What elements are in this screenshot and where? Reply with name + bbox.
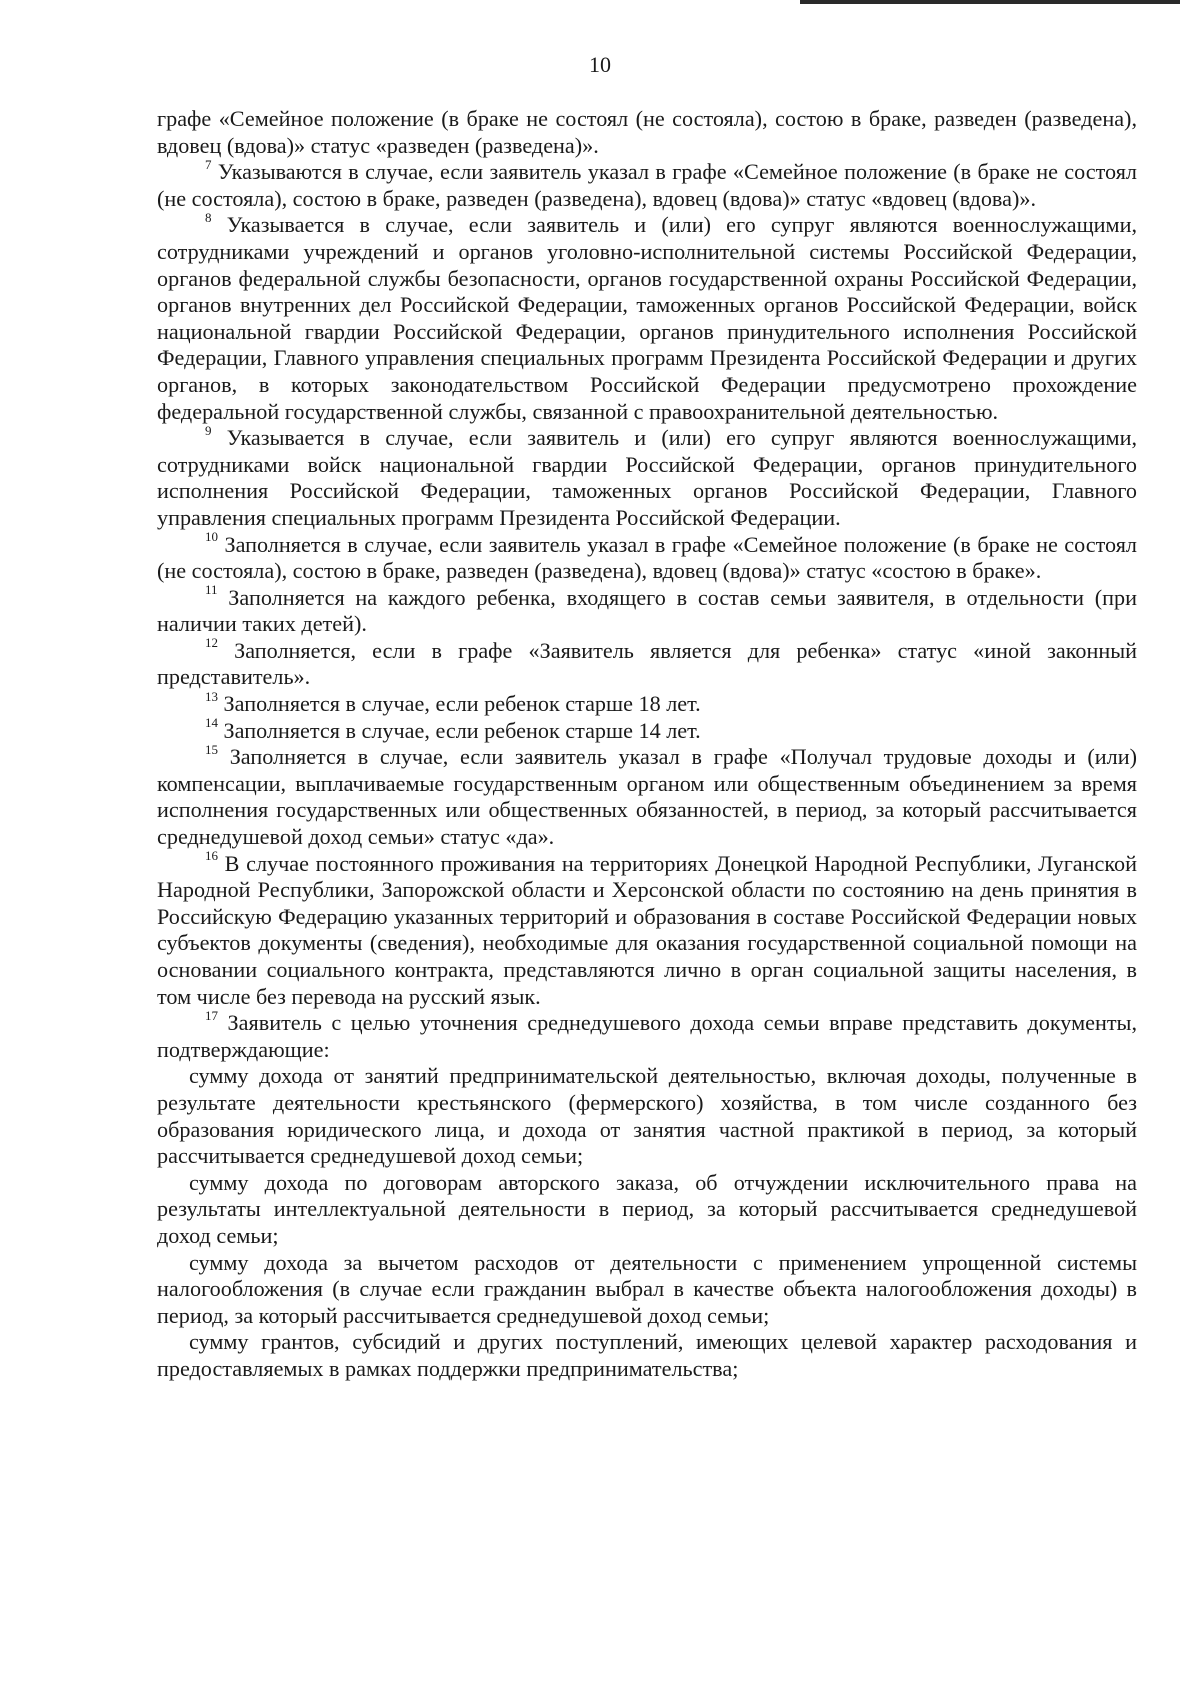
- footnote-14: [157, 715, 1137, 745]
- footnote-text: Заполняется на каждого ребенка, входящего в состав семьи заявителя, в отдельности (при наличии таких детей).: [157, 584, 1137, 637]
- footnote-text: Указываются в случае, если заявитель указал в графе «Семейное положение (в браке не состоял (не состояла), состою в браке, разведен (разведена), вдовец (вдова)» статус «вдовец (вдова)».: [157, 159, 1137, 211]
- footnote-text: Заполняется в случае, если ребенок старше 14 лет.: [218, 717, 701, 743]
- footnote-15: [157, 741, 1137, 850]
- footnote-text: В случае постоянного проживания на территориях Донецкой Народной Республики, Луганской Народной Республики, Запорожской области и Херсонской области по состоянию на день принятия в Российскую Федерацию указанных территорий и образования в составе Российской Федерации новых субъектов документы (сведения), необходимые для оказания государственной социальной помощи на основании социального контракта, представляются лично в орган социальной защиты населения, в том числе без перевода на русский язык.: [157, 850, 1137, 1009]
- footnote-text: Заполняется в случае, если ребенок старше 18 лет.: [218, 691, 701, 717]
- footnote-mark: 17: [205, 1007, 218, 1023]
- paragraph-text: графе «Семейное положение (в браке не состоял (не состояла), состою в браке, разведен (разведена), вдовец (вдова)» статус «разведен (разведена)».: [157, 106, 1137, 158]
- footnote-9: [157, 422, 1137, 531]
- footnote-12: [157, 635, 1137, 691]
- footnote-17: [157, 1007, 1137, 1063]
- footnote-text: Заполняется в случае, если заявитель указал в графе «Получал трудовые доходы и (или) компенсации, выплачиваемые государственным органом или общественным объединением за время исполнения государственных или общественных обязанностей, в период, за который рассчитывается среднедушевой доход семьи» статус «да».: [157, 744, 1137, 850]
- footnote-mark: 12: [205, 635, 218, 651]
- list-item-text: сумму грантов, субсидий и других поступлений, имеющих целевой характер расходования и предоставляемых в рамках поддержки предпринимательства;: [157, 1329, 1137, 1381]
- list-item: [157, 1063, 1137, 1169]
- footnote-text: Заполняется в случае, если заявитель указал в графе «Семейное положение (в браке не состоял (не состояла), состою в браке, разведен (разведена), вдовец (вдова)» статус «состою в браке».: [157, 531, 1137, 584]
- footnote-7: [157, 156, 1137, 212]
- list-item-text: сумму дохода от занятий предпринимательской деятельностью, включая доходы, полученные в результате деятельности крестьянского (фермерского) хозяйства, в том числе созданного без образования юридического лица, и дохода от занятия частной практикой в период, за который рассчитывается среднедушевой доход семьи;: [157, 1063, 1137, 1169]
- list-item-text: сумму дохода по договорам авторского заказа, об отчуждении исключительного права на результаты интеллектуальной деятельности в период, за который рассчитывается среднедушевой доход семьи;: [157, 1169, 1137, 1248]
- paragraph-continuation: [157, 106, 1137, 159]
- footnote-text: Заполняется, если в графе «Заявитель является для ребенка» статус «иной законный представитель».: [157, 637, 1137, 690]
- footnote-mark: 9: [205, 422, 212, 438]
- footnote-mark: 11: [205, 582, 218, 598]
- footnote-10: [157, 529, 1137, 585]
- list-item: [157, 1250, 1137, 1330]
- footnote-mark: 7: [205, 156, 212, 172]
- footnote-mark: 8: [205, 209, 212, 225]
- footnote-mark: 10: [205, 529, 218, 545]
- footnote-text: Заявитель с целью уточнения среднедушевого дохода семьи вправе представить документы, подтверждающие:: [157, 1010, 1137, 1062]
- footnote-16: [157, 848, 1137, 1011]
- footnote-mark: 15: [205, 741, 218, 757]
- footnote-13: [157, 688, 1137, 718]
- footnote-11: [157, 582, 1137, 638]
- footnote-text: Указывается в случае, если заявитель и (или) его супруг являются военнослужащими, сотрудниками учреждений и органов уголовно-исполнительной системы Российской Федерации, органов федеральной службы безопасности, органов государственной охраны Российской Федерации, органов внутренних дел Российской Федерации, таможенных органов Российской Федерации, войск национальной гвардии Российской Федерации, органов принудительного исполнения Российской Федерации, Главного управления специальных программ Президента Российской Федерации и других органов, в которых законодательством Российской Федерации предусмотрено прохождение федеральной государственной службы, связанной с правоохранительной деятельностью.: [157, 212, 1137, 424]
- footnote-mark: 14: [205, 715, 218, 731]
- footnote-mark: 13: [205, 688, 218, 704]
- footnote-text: Указывается в случае, если заявитель и (или) его супруг являются военнослужащими, сотрудниками войск национальной гвардии Российской Федерации, органов принудительного исполнения Российской Федерации, таможенных органов Российской Федерации, Главного управления специальных программ Президента Российской Федерации.: [157, 425, 1137, 530]
- page-number: 10: [589, 52, 611, 77]
- footnote-mark: 16: [205, 848, 218, 864]
- document-body: [157, 106, 1137, 1383]
- list-item-text: сумму дохода за вычетом расходов от деятельности с применением упрощенной системы налогообложения (в случае если гражданин выбрал в качестве объекта налогообложения доходы) в период, за который рассчитывается среднедушевой доход семьи;: [157, 1249, 1137, 1328]
- footnote-8: [157, 209, 1137, 425]
- list-item: [157, 1170, 1137, 1250]
- top-rule: [800, 0, 1180, 4]
- list-item: [157, 1329, 1137, 1382]
